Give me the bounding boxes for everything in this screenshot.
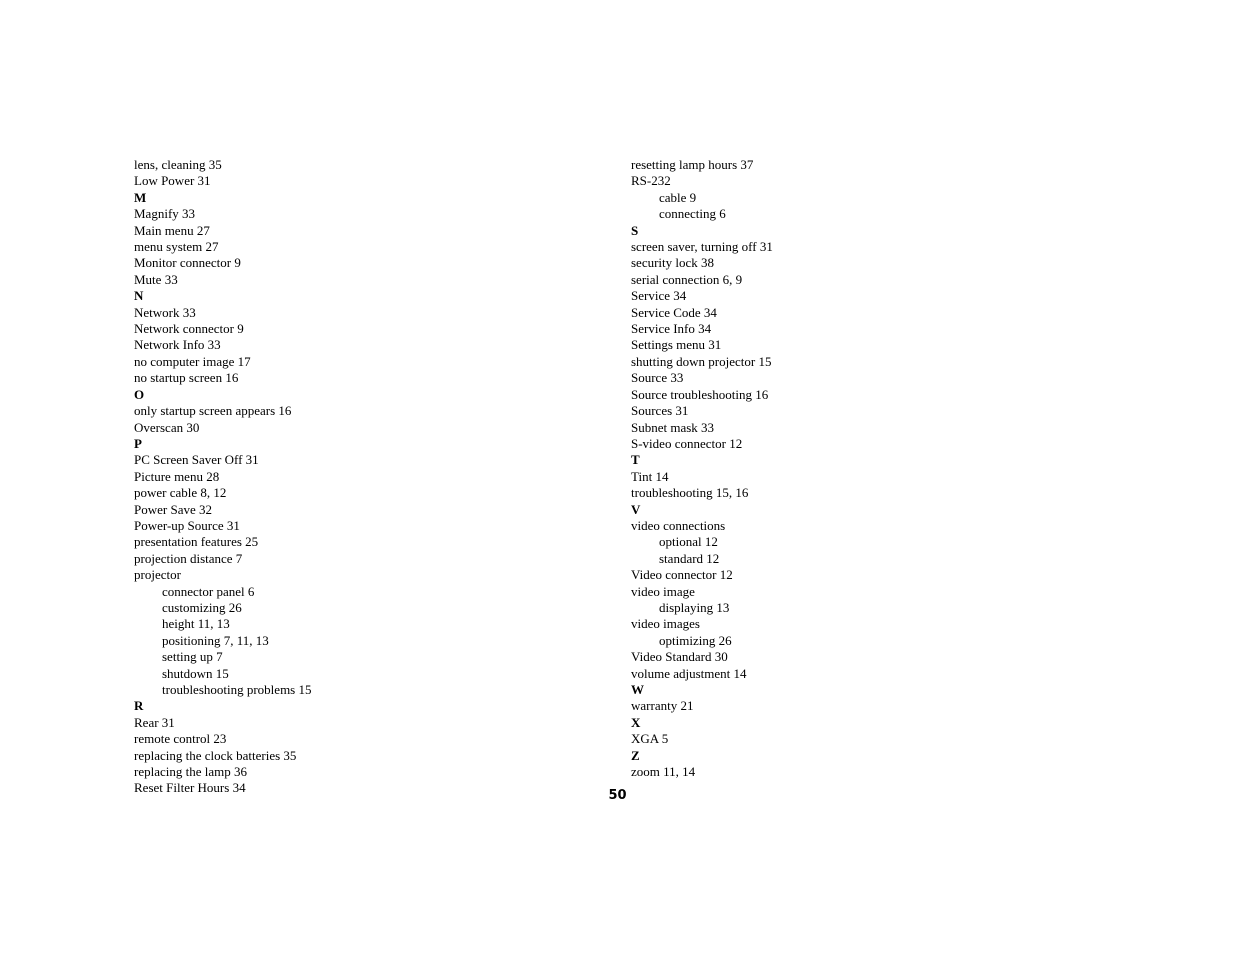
index-subentry: cable 9 [659,189,697,205]
index-entry: Mute 33 [134,271,178,287]
index-subentry: standard 12 [659,550,720,566]
index-subentry: displaying 13 [659,599,730,615]
index-entry: zoom 11, 14 [631,764,696,780]
index-entry: Source troubleshooting 16 [631,386,769,402]
index-letter-heading: R [134,698,144,714]
index-entry: video connections [631,517,726,533]
index-letter-heading: M [134,189,147,205]
index-entry: projection distance 7 [134,550,243,566]
index-subentry: connector panel 6 [162,583,255,599]
index-entry: Network 33 [134,304,196,320]
index-entry: Magnify 33 [134,206,196,222]
index-letter-heading: Z [631,747,640,763]
index-entry: Service Code 34 [631,304,717,320]
index-letter-heading: N [134,288,144,304]
index-entry: Reset Filter Hours 34 [134,780,246,796]
index-entry: replacing the clock batteries 35 [134,747,297,763]
index-letter-heading: P [134,435,142,451]
index-entry: Video Standard 30 [631,649,728,665]
index-entry: warranty 21 [631,698,694,714]
index-letter-heading: S [631,222,639,238]
index-entry: Low Power 31 [134,173,211,189]
index-subentry: troubleshooting problems 15 [162,682,312,697]
index-entry: Power-up Source 31 [134,517,240,533]
index-entry: menu system 27 [134,239,219,255]
index-entry: RS-232 [631,173,671,189]
index-column-left [134,157,574,797]
index-entry: Main menu 27 [134,222,210,238]
index-letter-heading: X [631,714,641,730]
index-entry: video images [631,616,700,632]
index-entry: Source 33 [631,370,684,386]
index-entry: video image [631,583,695,599]
index-entry: lens, cleaning 35 [134,157,222,172]
index-entry: Settings menu 31 [631,337,722,353]
index-entry: power cable 8, 12 [134,485,227,501]
index-entry: resetting lamp hours 37 [631,157,754,172]
index-entry: troubleshooting 15, 16 [631,485,749,501]
index-letter-heading: V [631,501,641,517]
index-entry: Network Info 33 [134,337,221,353]
index-entry: serial connection 6, 9 [631,271,743,287]
index-letter-heading: O [134,386,145,402]
index-entry: Tint 14 [631,468,669,484]
page-number: 50 [608,788,627,803]
index-entry: Monitor connector 9 [134,255,241,271]
index-subentry: connecting 6 [659,206,726,222]
index-entry: presentation features 25 [134,534,259,550]
index-entry: projector [134,567,181,583]
index-subentry: optimizing 26 [659,632,732,648]
index-entry: remote control 23 [134,731,227,747]
index-entry: Sources 31 [631,403,689,419]
index-entry: Rear 31 [134,714,175,730]
index-entry: Network connector 9 [134,321,244,337]
index-entry: Service Info 34 [631,321,712,337]
index-entry: S-video connector 12 [631,435,743,451]
index-entry: replacing the lamp 36 [134,764,247,780]
index-entry: Overscan 30 [134,419,200,435]
index-entry: no startup screen 16 [134,370,239,386]
index-subentry: height 11, 13 [162,616,230,632]
index-entry: PC Screen Saver Off 31 [134,452,259,468]
index-entry: no computer image 17 [134,353,251,369]
index-subentry: setting up 7 [162,649,223,665]
index-entry: screen saver, turning off 31 [631,239,773,255]
index-subentry: customizing 26 [162,599,242,615]
index-subentry: optional 12 [659,534,718,550]
index-entry: Picture menu 28 [134,468,220,484]
index-entry: volume adjustment 14 [631,665,747,681]
index-column-right [631,157,1071,780]
index-entry: Subnet mask 33 [631,419,715,435]
index-entry: Power Save 32 [134,501,212,517]
index-entry: Video connector 12 [631,567,733,583]
index-letter-heading: T [631,452,640,468]
index-entry: security lock 38 [631,255,715,271]
index-entry: only startup screen appears 16 [134,403,292,419]
index-entry: Service 34 [631,288,687,304]
index-entry: XGA 5 [631,731,669,747]
index-letter-heading: W [631,682,644,697]
index-subentry: positioning 7, 11, 13 [162,632,269,648]
index-entry: shutting down projector 15 [631,353,772,369]
index-subentry: shutdown 15 [162,665,229,681]
